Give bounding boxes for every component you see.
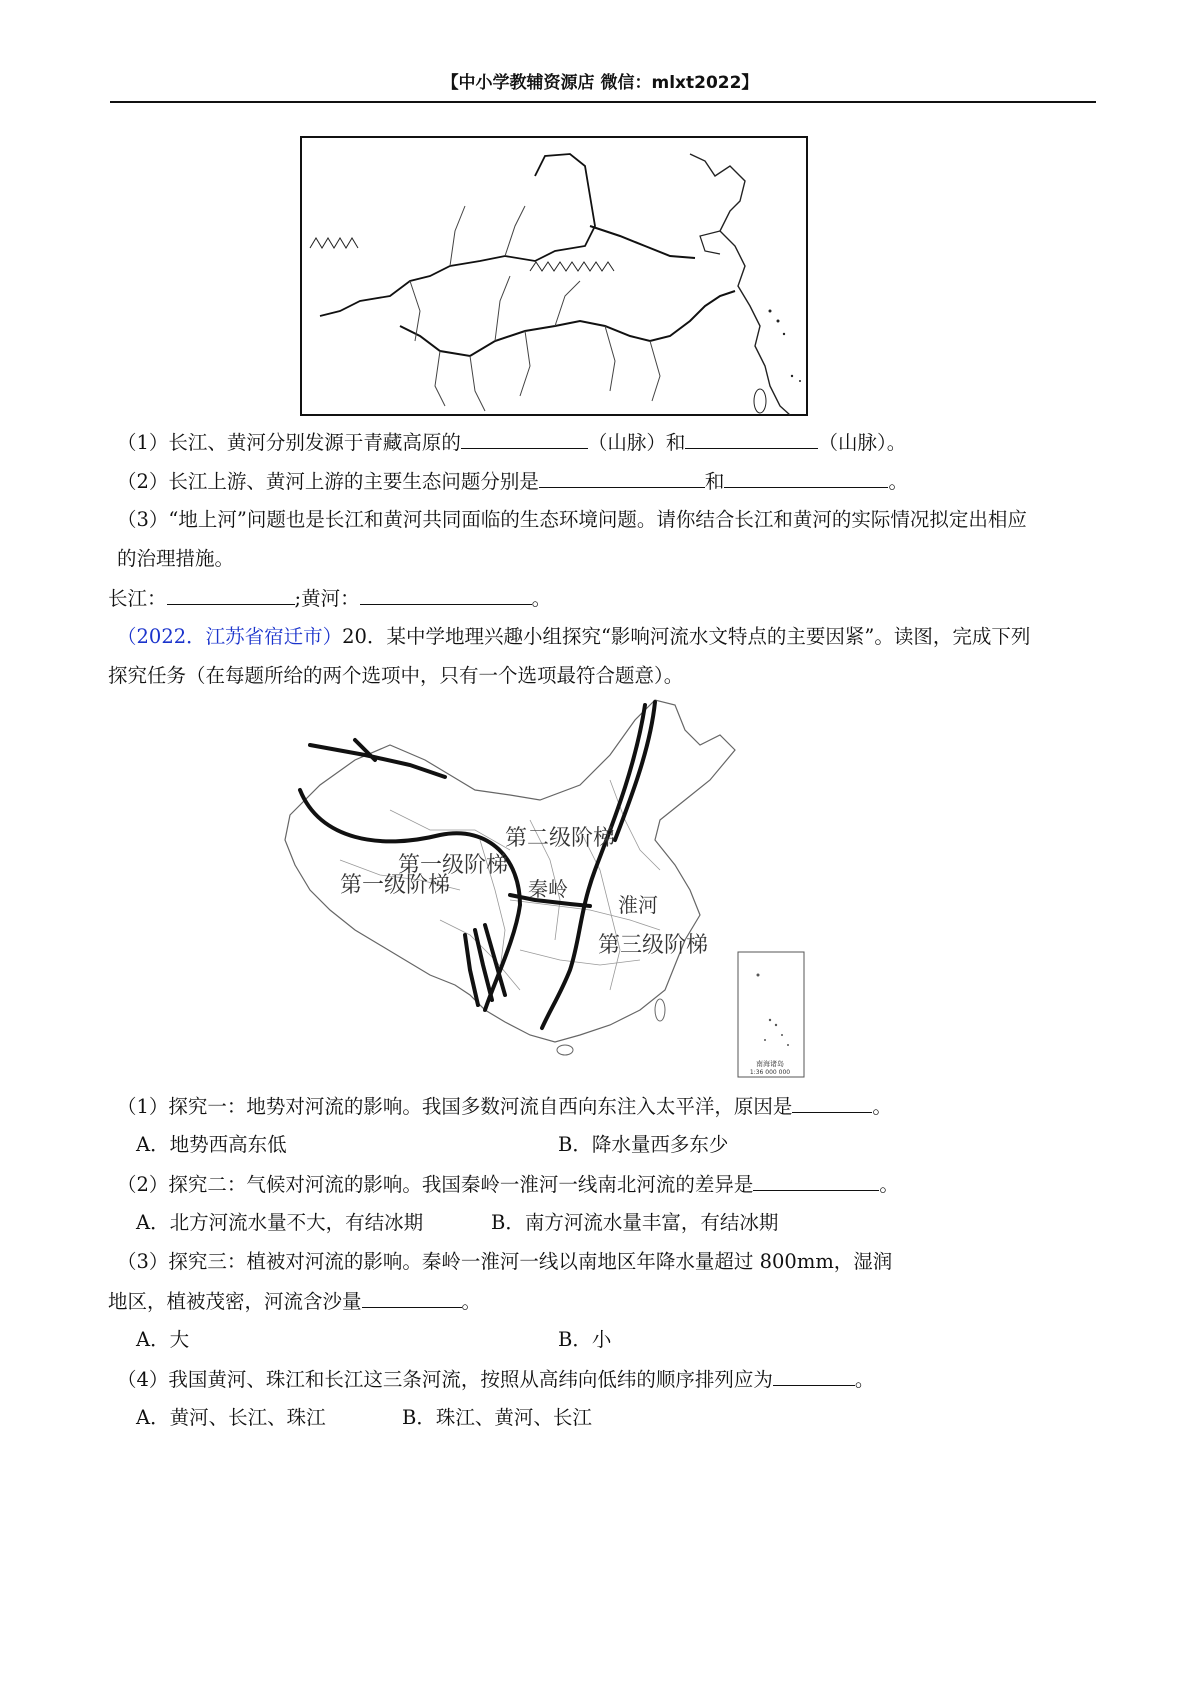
answer-blank[interactable] — [773, 1365, 855, 1386]
q19-p1 — [117, 428, 906, 457]
q19-p2-prefix: （2）长江上游、黄河上游的主要生态问题分别是 — [117, 470, 539, 493]
q19-p1-prefix: （1）长江、黄河分别发源于青藏高原的 — [117, 431, 461, 454]
q19-p3-line2: 的治理措施。 — [117, 547, 235, 570]
q20-p2-text: （2）探究二：气候对河流的影响。我国秦岭一淮河一线南北河流的差异是 — [117, 1173, 754, 1196]
q20-stem-text: 20．某中学地理兴趣小组探究“影响河流水文特点的主要因紧”。读图，完成下列 — [342, 625, 1031, 648]
answer-blank[interactable] — [539, 467, 705, 488]
inset-label: 南海诸岛 — [756, 1060, 784, 1068]
answer-blank[interactable] — [360, 584, 532, 605]
q20-p3-option-a[interactable]: A．大 — [136, 1328, 190, 1351]
answer-blank[interactable] — [461, 428, 588, 449]
map-label-huaihe: 淮河 — [618, 893, 658, 917]
q20-p4-text: （4）我国黄河、珠江和长江这三条河流，按照从高纬向低纬的顺序排列应为 — [117, 1368, 773, 1391]
q20-p2-option-a[interactable]: A．北方河流水量不大，有结冰期 — [136, 1211, 424, 1234]
q19-p1-mid: （山脉）和 — [587, 431, 686, 454]
q20-p1-text: （1）探究一：地势对河流的影响。我国多数河流自西向东注入太平洋，原因是 — [117, 1095, 793, 1118]
q20-p1-option-a[interactable]: A．地势西高东低 — [136, 1133, 287, 1156]
q20-p2-suffix: 。 — [879, 1173, 899, 1196]
q20-p3-suffix: 。 — [461, 1290, 482, 1313]
q19-p3-line1: （3）“地上河”问题也是长江和黄河共同面临的生态环境问题。请你结合长江和黄河的实际情况拟定出相应 — [117, 508, 1027, 531]
q19-p2 — [117, 467, 908, 496]
q19-p4-label-a: 长江： — [108, 587, 167, 610]
q19-p4-suffix: 。 — [531, 587, 552, 610]
q20-p3-option-b[interactable]: B．小 — [558, 1328, 612, 1351]
map-label-step1a: 第一级阶梯 — [398, 853, 509, 878]
map-label-qinling: 秦岭 — [528, 877, 568, 901]
q20-p3-text: 地区，植被茂密，河流含沙量 — [108, 1290, 362, 1313]
inset-scale: 1:36 000 000 — [749, 1069, 791, 1076]
river-map — [300, 136, 808, 416]
q20-p3-line1: （3）探究三：植被对河流的影响。秦岭一淮河一线以南地区年降水量超过 800mm，湿润 — [117, 1250, 893, 1273]
q20-p4-option-a[interactable]: A．黄河、长江、珠江 — [136, 1406, 326, 1429]
page-header: 【中小学教辅资源店 微信：mlxt2022】 — [441, 73, 759, 93]
q20-p1-suffix: 。 — [872, 1095, 892, 1118]
q19-p4 — [108, 584, 551, 613]
q19-p2-mid: 和 — [704, 470, 725, 493]
q20-p1 — [117, 1092, 892, 1121]
answer-blank[interactable] — [362, 1287, 462, 1308]
q20-p4-suffix: 。 — [854, 1368, 875, 1391]
answer-blank[interactable] — [167, 584, 295, 605]
q20-p4 — [117, 1365, 874, 1394]
map-label-step2: 第二级阶梯 — [505, 826, 616, 851]
q20-p1-option-b[interactable]: B．降水量西多东少 — [558, 1133, 729, 1156]
q20-stem-line2: 探究任务（在每题所给的两个选项中，只有一个选项最符合题意）。 — [108, 664, 684, 687]
question-source: （2022．江苏省宿迁市） — [117, 625, 343, 648]
header-rule — [110, 101, 1096, 103]
answer-blank[interactable] — [685, 428, 818, 449]
answer-blank[interactable] — [724, 467, 888, 488]
q19-p2-suffix: 。 — [888, 470, 908, 493]
map-label-step3: 第三级阶梯 — [598, 933, 709, 958]
q20-p2-option-b[interactable]: B．南方河流水量丰富，有结冰期 — [491, 1211, 779, 1234]
map-label-step1b: 第一级阶梯 — [340, 873, 451, 898]
q19-p4-label-b: ;黄河： — [294, 587, 360, 610]
answer-blank[interactable] — [753, 1170, 879, 1191]
answer-blank[interactable] — [792, 1092, 872, 1113]
q20-stem-line1 — [117, 623, 1030, 651]
china-terrain-map — [280, 690, 810, 1090]
q20-p2 — [117, 1170, 899, 1199]
q19-p1-suffix: （山脉）。 — [818, 431, 907, 454]
q20-p3-line2 — [108, 1287, 481, 1316]
q20-p4-option-b[interactable]: B．珠江、黄河、长江 — [402, 1406, 592, 1429]
